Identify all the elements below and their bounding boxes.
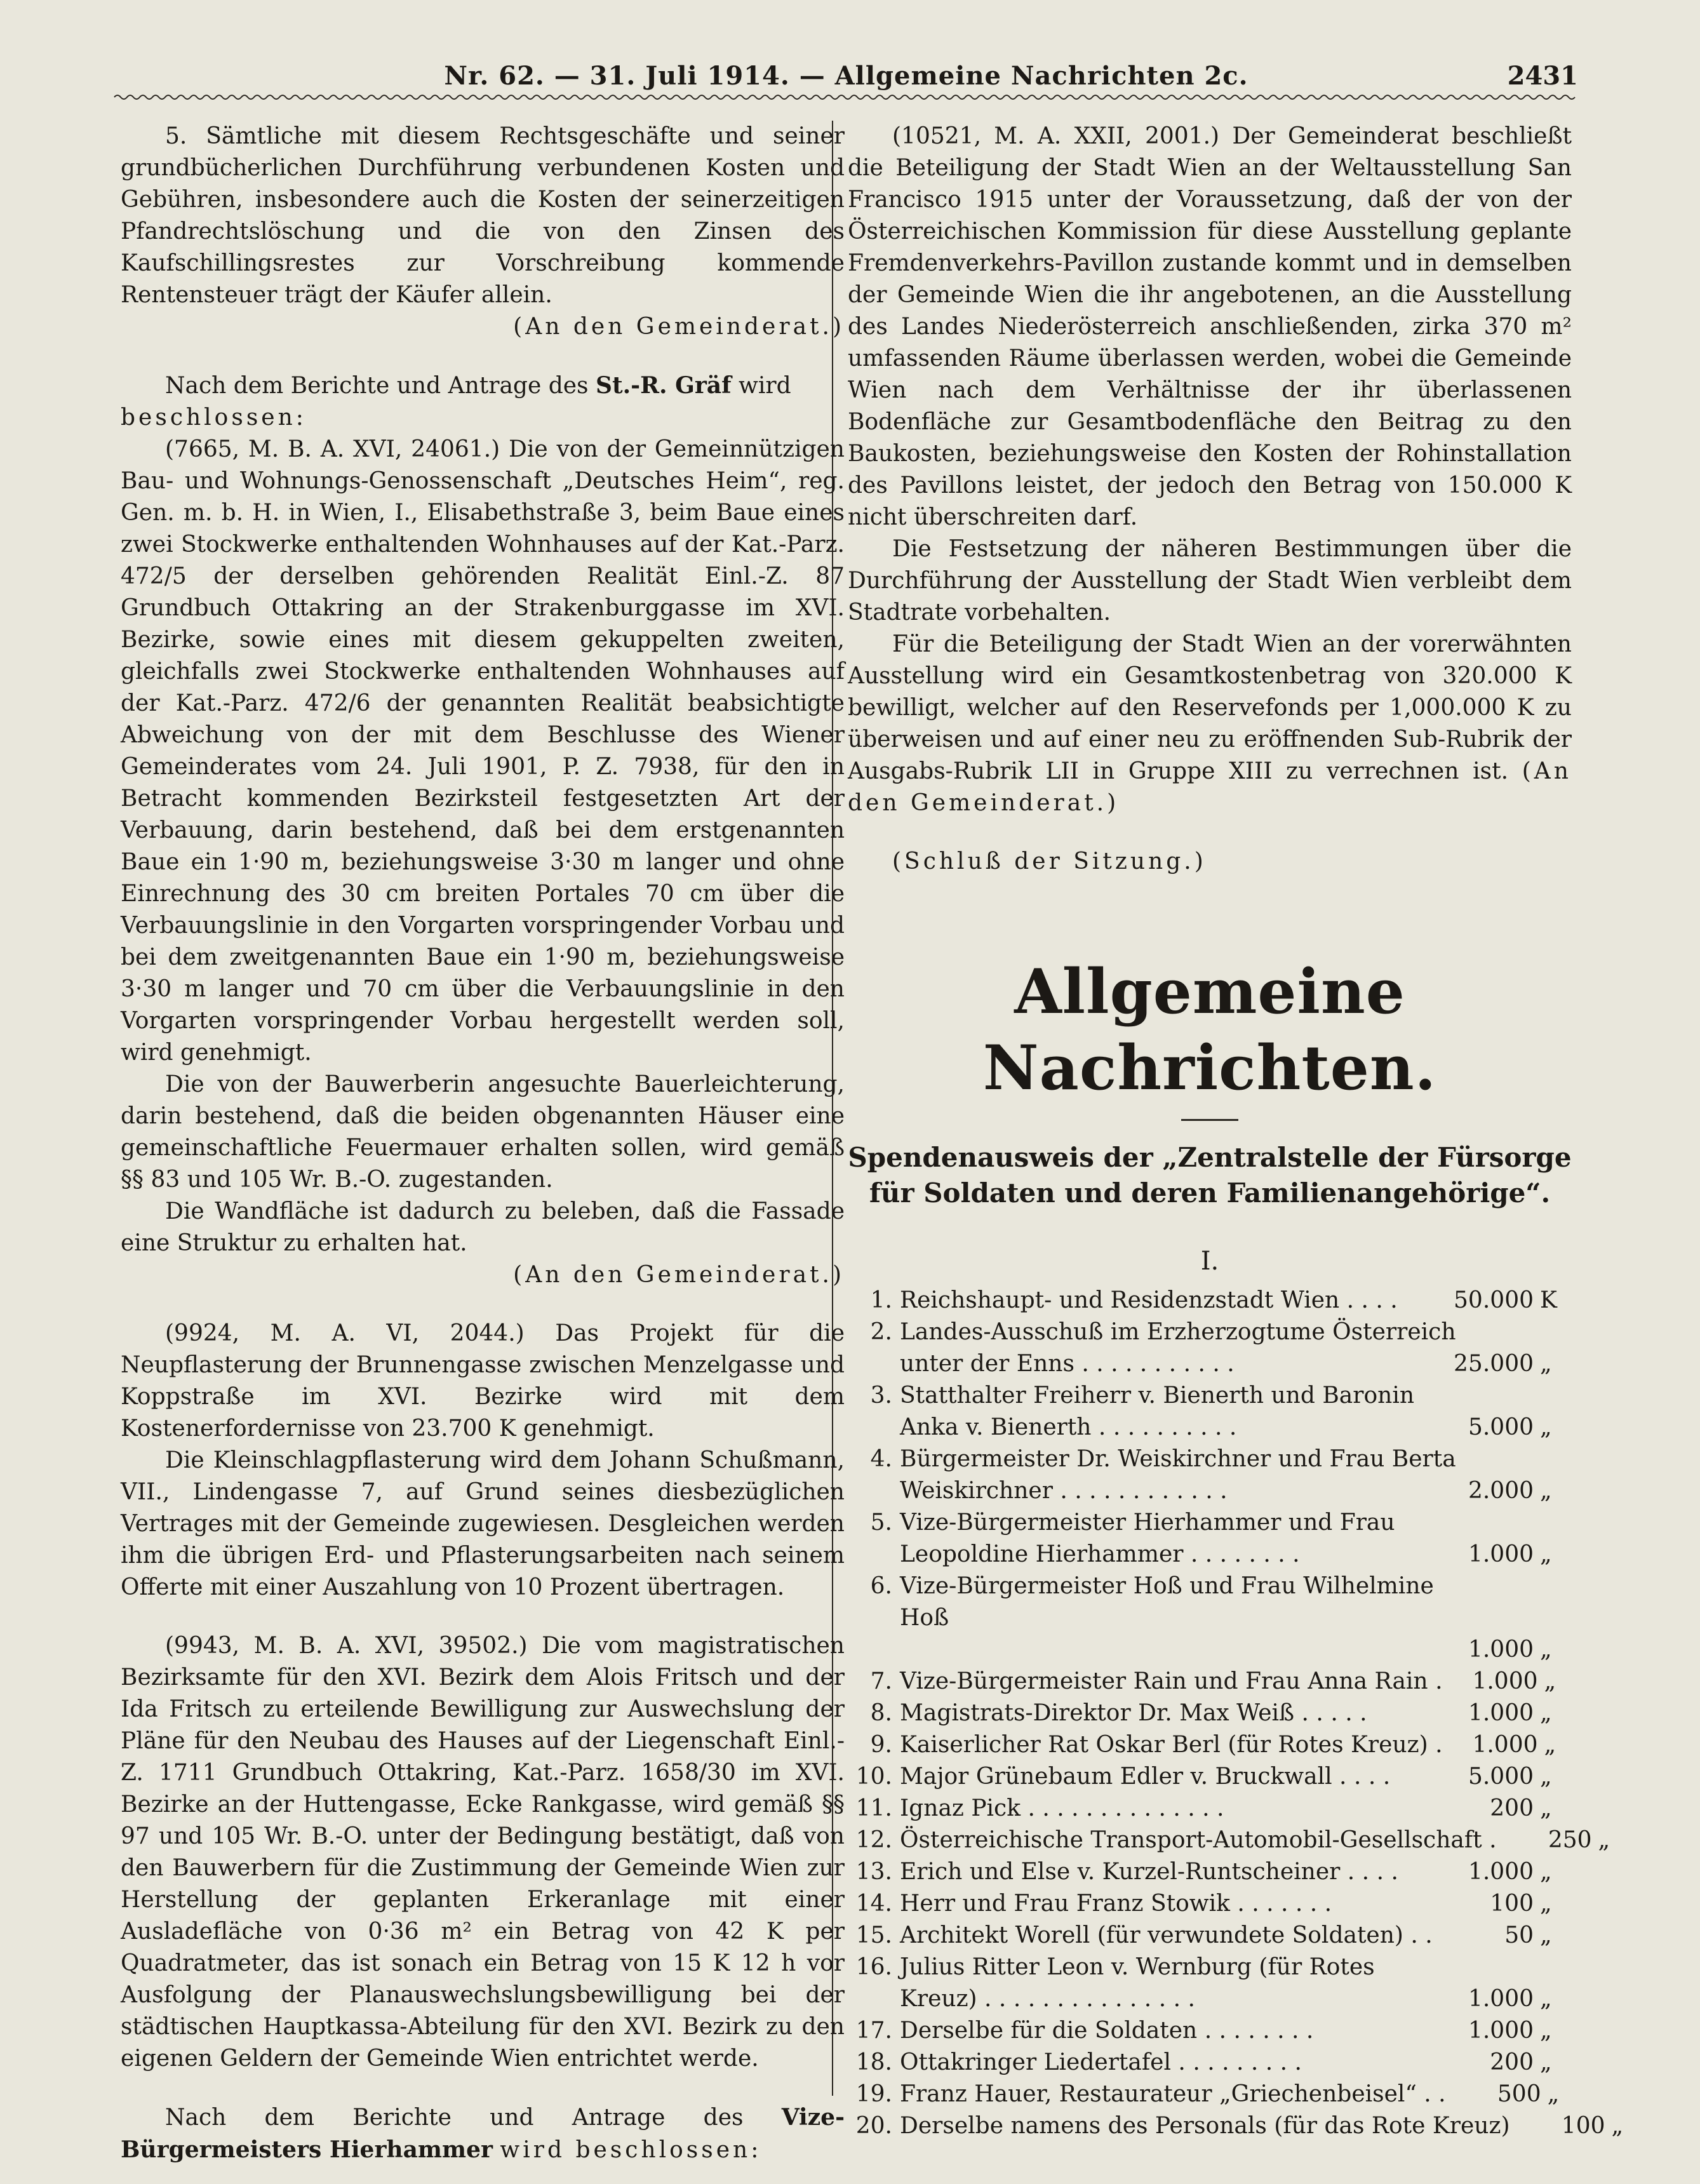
donor-name: Derselbe für die Soldaten . . . . . . . . — [900, 2018, 1314, 2044]
header-rule — [114, 93, 1578, 102]
left-paragraph-2-resolved: beschlossen: — [121, 405, 307, 431]
left-paragraph-6: (9924, M. A. VI, 2044.) Das Projekt für die Neupflasterung der Brunnengasse zwischen Menzelgasse und Koppstraße im XVI. Bezirke wird mit dem Kostenerfordernisse von 23.700 K genehmigt. — [121, 1320, 845, 1442]
donation-amount: 1.000 — [1468, 2018, 1534, 2044]
donation-unit: „ — [1540, 1795, 1552, 1821]
donation-amount: 100 — [1490, 1891, 1534, 1917]
donation-number: 1. — [870, 1287, 892, 1313]
donation-amount: 500 — [1497, 2081, 1541, 2107]
donor-name: Ottakringer Liedertafel . . . . . . . . . — [900, 2049, 1302, 2075]
donation-amount: 250 — [1548, 1827, 1592, 1853]
councillor-name: St.-R. Gräf — [595, 372, 732, 399]
donation-number: 4. — [870, 1446, 892, 1472]
donor-name: Weiskirchner . . . . . . . . . . . . — [900, 1478, 1228, 1504]
right-paragraph-2: Die Festsetzung der näheren Bestimmungen über die Durchführung der Ausstellung der Stadt Wien verbleibt dem Stadtrate vorbehalten. — [848, 536, 1572, 626]
donor-name: Vize-Bürgermeister Hoß und Frau Wilhelmine — [900, 1573, 1434, 1599]
donation-row — [848, 1983, 1572, 2015]
donation-row — [848, 1507, 1572, 1539]
donor-name: Julius Ritter Leon v. Wernburg (für Rotes — [900, 1954, 1375, 1980]
donation-row — [848, 1634, 1572, 1666]
section-subtitle: Spendenausweis der „Zentralstelle der Fürsorge für Soldaten und deren Familienangehörige“. — [848, 1142, 1572, 1209]
donor-name: Magistrats-Direktor Dr. Max Weiß . . . . . — [900, 1700, 1367, 1726]
donation-row — [848, 1475, 1572, 1507]
donation-amount: 1.000 — [1472, 1668, 1538, 1694]
donation-number: 2. — [870, 1319, 892, 1345]
right-paragraph-1: (10521, M. A. XXII, 2001.) Der Gemeinderat beschließt die Beteiligung der Stadt Wien an der Weltausstellung San Francisco 1915 unter der Voraussetzung, daß der von der Österreichischen Kommission für diese Ausstellung geplante Fremdenverkehrs-Pavillon zustande kommt und in demselben der Gemeinde Wien die ihr angebotenen, an die Ausstellung des Landes Niederösterreich anschließenden, zirka 370 m² umfassenden Räume überlassen werden, wobei die Gemeinde Wien nach dem Verhältnisse der ihr überlassenen Bodenfläche zur Gesamtbodenfläche den Beitrag zu den Baukosten, beziehungsweise den Kosten der Rohinstallation des Pavillons leistet, der jedoch den Betrag von 150.000 K nicht überschreiten darf. — [848, 123, 1572, 530]
donation-row — [848, 1856, 1572, 1888]
left-paragraph-1: 5. Sämtliche mit diesem Rechtsgeschäfte und seiner grundbücherlichen Durchführung verbundenen Kosten und Gebühren, insbesondere auch die Kosten der seinerzeitigen Pfandrechtslöschung und die von den Zinsen des Kaufschillingsrestes zur Vorschreibung kommende Rentensteuer trägt der Käufer allein. — [121, 123, 845, 308]
donation-row — [848, 2015, 1572, 2047]
donation-unit: „ — [1611, 2113, 1624, 2139]
donation-amount: 2.000 — [1468, 1478, 1534, 1504]
donation-row — [848, 1571, 1572, 1602]
donation-row — [848, 1602, 1572, 1634]
donor-name: Kreuz) . . . . . . . . . . . . . . . — [900, 1986, 1195, 2012]
donation-number: 7. — [870, 1668, 892, 1694]
donor-name: Bürgermeister Dr. Weiskirchner und Frau Berta — [900, 1446, 1456, 1472]
donation-row — [848, 1888, 1572, 1920]
donation-unit: „ — [1540, 1986, 1552, 2012]
donor-name: unter der Enns . . . . . . . . . . . — [900, 1351, 1235, 1377]
donation-amount: 1.000 — [1468, 1986, 1534, 2012]
right-paragraph-3-text: Für die Beteiligung der Stadt Wien an der vorerwähnten Ausstellung wird ein Gesamtkostenbetrag von 320.000 K bewilligt, welcher auf den Reservefonds per 1,000.000 K zu überweisen und auf einer neu zu eröffnenden Sub-Rubrik der Ausgabs-Rubrik LII in Gruppe XIII zu verrechnen ist. — [848, 631, 1572, 784]
donation-amount: 200 — [1490, 1795, 1534, 1821]
donation-number: 17. — [855, 2018, 892, 2044]
left-paragraph-9-verb: wird beschlossen: — [500, 2137, 762, 2163]
donation-unit: „ — [1544, 1668, 1556, 1694]
left-paragraph-9-intro: Nach dem Berichte und Antrage des — [165, 2105, 744, 2131]
donation-amount: 5.000 — [1468, 1414, 1534, 1440]
donation-row — [848, 1761, 1572, 1793]
donation-unit: „ — [1540, 2049, 1552, 2075]
donation-unit: „ — [1540, 1891, 1552, 1917]
donation-amount: 50.000 — [1454, 1287, 1534, 1313]
donation-number: 5. — [870, 1510, 892, 1536]
donor-name: Landes-Ausschuß im Erzherzogtume Österreich — [900, 1319, 1456, 1345]
donor-name: Kaiserlicher Rat Oskar Berl (für Rotes Kreuz) . — [900, 1732, 1443, 1758]
donor-name: Ignaz Pick . . . . . . . . . . . . . . — [900, 1795, 1224, 1821]
donor-name: Erich und Else v. Kurzel-Runtscheiner . . . . — [900, 1859, 1398, 1885]
donation-row — [848, 1285, 1572, 1316]
left-column — [121, 121, 845, 2166]
donation-amount: 1.000 — [1468, 1700, 1534, 1726]
left-paragraph-8: (9943, M. B. A. XVI, 39502.) Die vom magistratischen Bezirksamte für den XVI. Bezirk dem Alois Fritsch und der Ida Fritsch zu erteilende Bewilligung zur Auswechslung der Pläne für den Neubau des Hauses auf der Liegenschaft Einl.-Z. 1711 Grundbuch Ottakring, Kat.-Parz. 1658/30 im XVI. Bezirke an der Huttengasse, Ecke Rankgasse, wird gemäß §§ 97 und 105 Wr. B.-O. unter der Bedingung bestätigt, daß von den Bauwerbern für die Zustimmung der Gemeinde Wien zur Herstellung der geplanten Erkeranlage mit einer Ausladefläche von 0·36 m² ein Betrag von 42 K per Quadratmeter, das ist sonach ein Betrag von 15 K 12 h vor Ausfolgung der Planauswechslungsbewilligung bei der städtischen Hauptkassa-Abteilung für den XVI. Bezirk zu den eigenen Geldern der Gemeinde Wien entrichtet werde. — [121, 1633, 845, 2072]
header-title: Nr. 62. — 31. Juli 1914. — Allgemeine Nachrichten 2c. — [444, 61, 1248, 91]
donation-row — [848, 1952, 1572, 1983]
donation-number: 14. — [855, 1891, 892, 1917]
donation-amount: 1.000 — [1468, 1541, 1534, 1567]
donation-amount: 1.000 — [1472, 1732, 1538, 1758]
right-column — [848, 121, 1624, 2142]
donation-amount: 5.000 — [1468, 1764, 1534, 1790]
left-paragraph-5: Die Wandfläche ist dadurch zu beleben, daß die Fassade eine Struktur zu erhalten hat. — [121, 1198, 845, 1256]
donation-number: 12. — [855, 1827, 892, 1853]
donation-number: 11. — [855, 1795, 892, 1821]
left-paragraph-3: (7665, M. B. A. XVI, 24061.) Die von der Gemeinnützigen Bau- und Wohnungs-Genossenschaft „Deutsches Heim“, reg. Gen. m. b. H. in Wien, I., Elisabethstraße 3, beim Baue eines zwei Stockwerke enthaltenden Wohnhauses auf der Kat.-Parz. 472/5 der derselben gehörenden Realität Einl.-Z. 87 Grundbuch Ottakring an der Strakenburggasse im XVI. Bezirke, sowie eines mit diesem gekuppelten zweiten, gleichfalls zwei Stockwerke enthaltenden Wohnhauses auf der Kat.-Parz. 472/6 der genannten Realität beabsichtigte Abweichung von der mit dem Beschlusse des Wiener Gemeinderates vom 24. Juli 1901, P. Z. 7938, für den in Betracht kommenden Bezirksteil festgesetzten Art der Verbauung, darin bestehend, daß bei dem erstgenannten Baue ein 1·90 m, beziehungsweise 3·30 m langer und ohne Einrechnung des 30 cm breiten Portales 70 cm über die Verbauungslinie in den Vorgarten vorspringender Vorbau und bei dem zweitgenannten Baue ein 1·90 m, beziehungsweise 3·30 m langer und 70 cm über die Verbauungslinie in den Vorgarten vorspringender Vorbau hergestellt werden soll, wird genehmigt. — [121, 436, 845, 1066]
left-paragraph-9 — [121, 2101, 845, 2166]
donation-number: 8. — [870, 1700, 892, 1726]
list-number: I. — [1200, 1247, 1219, 1276]
left-paragraph-4: Die von der Bauwerberin angesuchte Bauerleichterung, darin bestehend, daß die beiden obgenannten Häuser eine gemeinschaftliche Feuermauer erhalten sollen, wird gemäß §§ 83 und 105 Wr. B.-O. zugestanden. — [121, 1071, 845, 1193]
donation-row — [848, 1825, 1610, 1856]
donation-row — [848, 1444, 1572, 1475]
right-paragraph-3 — [848, 629, 1572, 819]
section-title: Allgemeine Nachrichten. — [982, 956, 1437, 1104]
donation-unit: „ — [1540, 1637, 1552, 1663]
donor-name: Vize-Bürgermeister Hierhammer und Frau — [900, 1510, 1395, 1536]
vice-mayor-name: Vize-Bürgermeisters Hierhammer — [121, 2104, 845, 2163]
donor-name: Reichshaupt- und Residenzstadt Wien . . . . — [900, 1287, 1398, 1313]
donation-unit: „ — [1540, 1764, 1552, 1790]
donation-row — [848, 2110, 1624, 2142]
donation-row — [848, 1380, 1572, 1412]
donation-unit: „ — [1540, 2018, 1552, 2044]
donation-row — [848, 1539, 1572, 1571]
donor-name: Derselbe namens des Personals (für das Rote Kreuz) — [900, 2113, 1510, 2139]
donation-row — [848, 1412, 1572, 1444]
donor-name: Herr und Frau Franz Stowik . . . . . . . — [900, 1891, 1332, 1917]
donation-unit: „ — [1540, 1859, 1552, 1885]
donor-name: Österreichische Transport-Automobil-Gesellschaft . — [900, 1827, 1497, 1853]
donor-name: Statthalter Freiherr v. Bienerth und Baronin — [900, 1383, 1415, 1409]
donation-number: 19. — [855, 2081, 892, 2107]
donation-unit: „ — [1540, 1541, 1552, 1567]
left-paragraph-2-verb: wird — [739, 373, 791, 399]
donation-unit: „ — [1540, 1414, 1552, 1440]
donation-row — [848, 1698, 1572, 1729]
left-paragraph-7: Die Kleinschlagpflasterung wird dem Johann Schußmann, VII., Lindengasse 7, auf Grund seines diesbezüglichen Vertrages mit der Gemeinde zugewiesen. Desgleichen werden ihm die übrigen Erd- und Pflasterungsarbeiten nach seinem Offerte mit einer Auszahlung von 10 Prozent übertragen. — [121, 1447, 845, 1600]
donation-number: 10. — [855, 1764, 892, 1790]
donation-amount: 1.000 — [1468, 1637, 1534, 1663]
donation-unit: „ — [1547, 2081, 1560, 2107]
title-rule — [1181, 1119, 1238, 1121]
donation-row — [848, 1348, 1572, 1380]
donor-name: Vize-Bürgermeister Rain und Frau Anna Rain . — [900, 1668, 1443, 1694]
donation-list — [848, 1285, 1624, 2142]
right-reference-1: (An den Gemeinderat.) — [848, 758, 1572, 816]
donation-unit: „ — [1540, 1922, 1552, 1948]
donation-row — [848, 1920, 1572, 1952]
donation-row — [848, 1729, 1572, 1761]
left-paragraph-2-intro: Nach dem Berichte und Antrage des — [165, 373, 589, 399]
left-reference-1: (An den Gemeinderat.) — [513, 314, 845, 340]
donation-amount: 50 — [1504, 1922, 1534, 1948]
donor-name: Architekt Worell (für verwundete Soldaten) . . — [900, 1922, 1433, 1948]
donation-unit: K — [1540, 1287, 1557, 1313]
donor-name: Leopoldine Hierhammer . . . . . . . . — [900, 1541, 1300, 1567]
donor-name: Anka v. Bienerth . . . . . . . . . . — [900, 1414, 1237, 1440]
donation-number: 20. — [855, 2113, 892, 2139]
donation-row — [848, 2079, 1572, 2110]
donation-amount: 200 — [1490, 2049, 1534, 2075]
donor-name: Franz Hauer, Restaurateur „Griechenbeisel“ . . — [900, 2081, 1446, 2107]
donation-unit: „ — [1544, 1732, 1556, 1758]
donation-unit: „ — [1540, 1478, 1552, 1504]
donation-row — [848, 1666, 1572, 1698]
left-paragraph-2 — [121, 370, 845, 402]
page-number: 2431 — [1507, 61, 1578, 91]
donation-number: 15. — [855, 1922, 892, 1948]
donation-row — [848, 1793, 1572, 1825]
donation-number: 6. — [870, 1573, 892, 1599]
donor-name: Hoß — [900, 1605, 949, 1631]
donation-number: 3. — [870, 1383, 892, 1409]
donation-amount: 100 — [1561, 2113, 1605, 2139]
donation-row — [848, 2047, 1572, 2079]
session-closing: (Schluß der Sitzung.) — [892, 848, 1207, 874]
donation-amount: 1.000 — [1468, 1859, 1534, 1885]
donation-unit: „ — [1598, 1827, 1610, 1853]
donor-name: Major Grünebaum Edler v. Bruckwall . . . . — [900, 1764, 1391, 1790]
donation-number: 18. — [855, 2049, 892, 2075]
donation-row — [848, 1316, 1572, 1348]
donation-unit: „ — [1540, 1700, 1552, 1726]
donation-number: 13. — [855, 1859, 892, 1885]
donation-amount: 25.000 — [1454, 1351, 1534, 1377]
donation-number: 16. — [855, 1954, 892, 1980]
left-reference-2: (An den Gemeinderat.) — [513, 1262, 845, 1288]
donation-unit: „ — [1540, 1351, 1552, 1377]
donation-number: 9. — [870, 1732, 892, 1758]
